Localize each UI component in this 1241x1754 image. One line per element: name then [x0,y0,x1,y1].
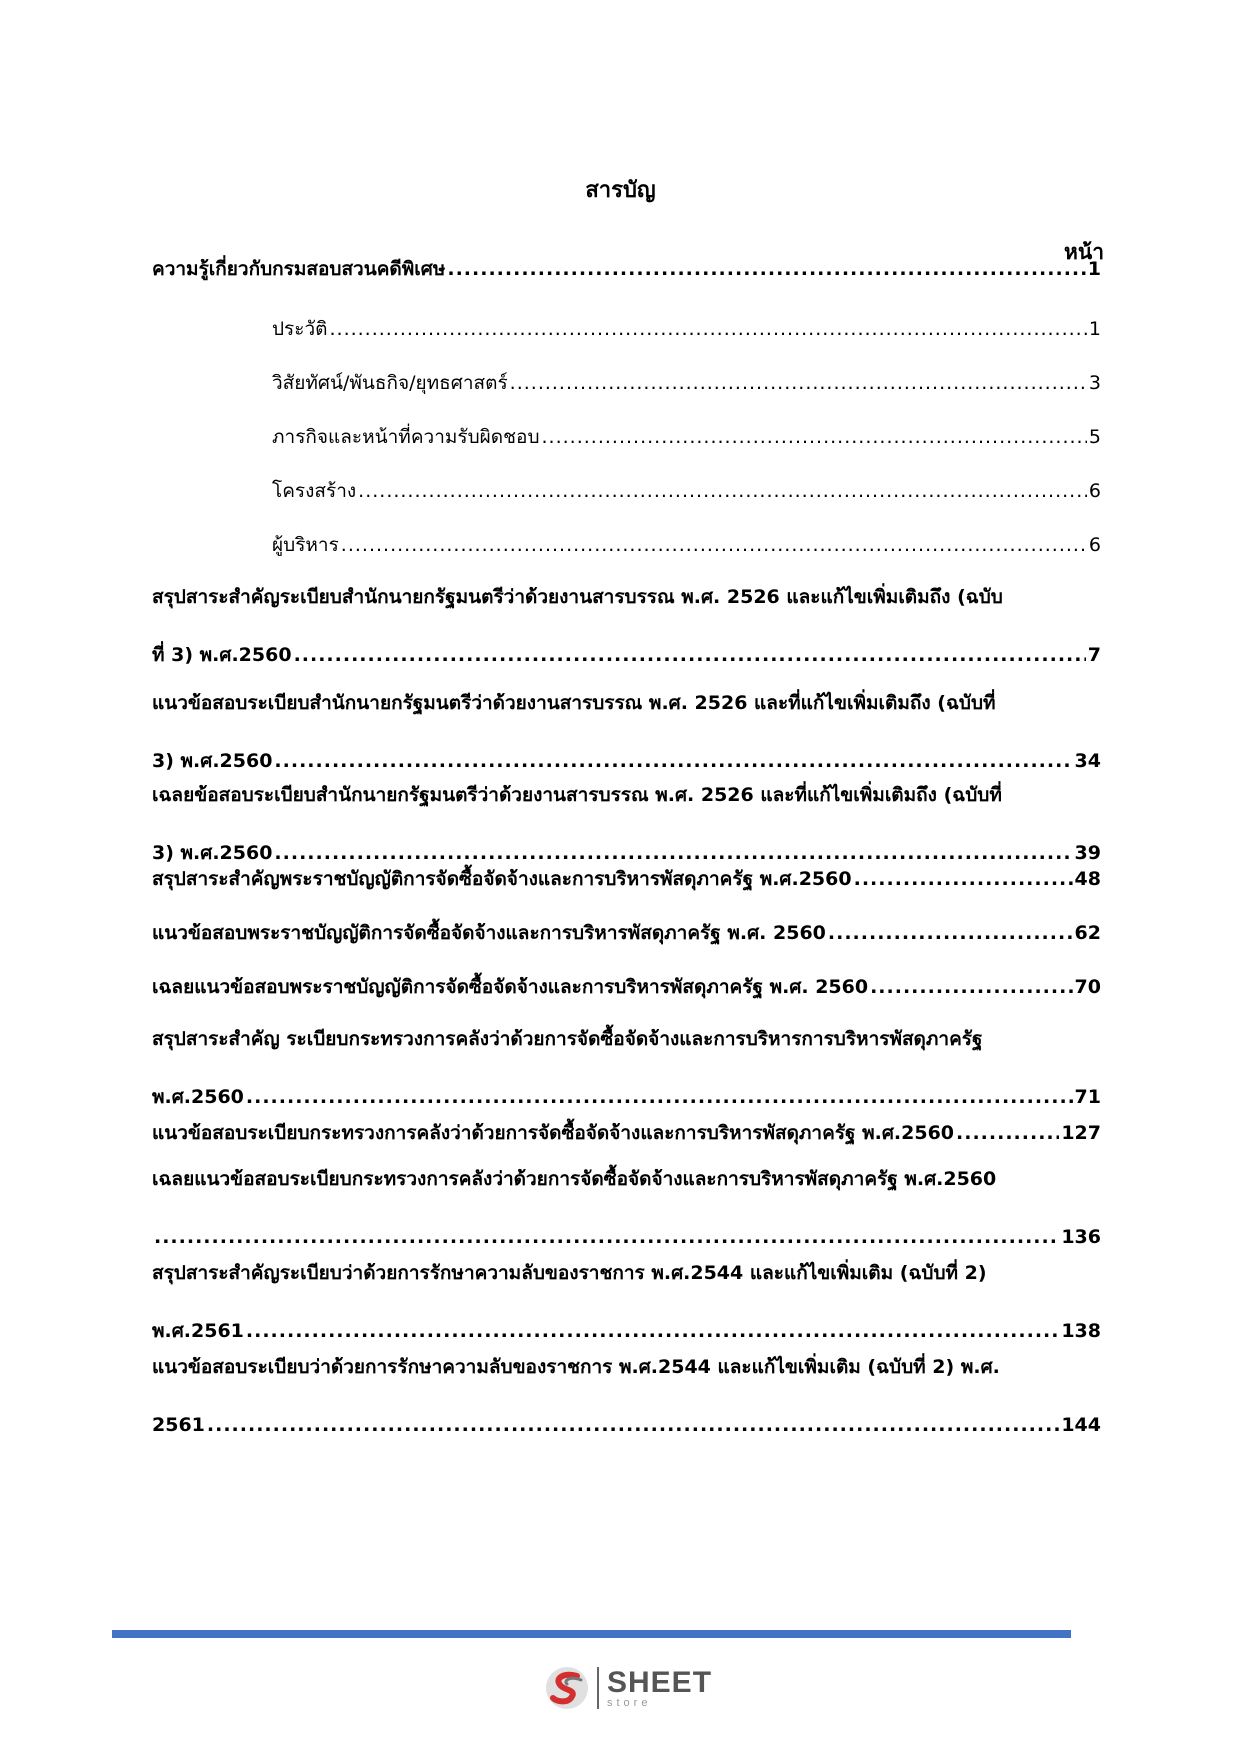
toc-entry-line: แนวข้อสอบระเบียบว่าด้วยการรักษาความลับของราชการ พ.ศ.2544 และแก้ไขเพิ่มเติม (ฉบับที่ 2) พ.ศ. [152,1356,1000,1378]
toc-entry-title: แนวข้อสอบระเบียบกระทรวงการคลังว่าด้วยการจัดซื้อจัดจ้างและการบริหารพัสดุภาครัฐ พ.ศ.2560 [152,1122,955,1144]
page-column-label: หน้า [1064,240,1104,264]
toc-entry[interactable] [152,568,1101,684]
toc-page-number: 1 [1088,318,1101,340]
toc-page-number: 39 [1074,842,1101,864]
toc-leader-dots [542,408,1087,466]
toc-entry-title: ภารกิจและหน้าที่ความรับผิดชอบ [272,426,540,448]
toc-entry[interactable] [152,904,1101,962]
toc-entry-line: สรุปสาระสำคัญระเบียบสำนักนายกรัฐมนตรีว่าด้วยงานสารบรรณ พ.ศ. 2526 และแก้ไขเพิ่มเติมถึง (ฉบับ [152,586,1003,608]
toc-subentry[interactable] [272,516,1101,574]
footer-rule [112,1630,1071,1638]
toc-page-number: 70 [1074,976,1101,998]
toc-page-number: 127 [1061,1122,1101,1144]
toc-leader-dots [329,300,1086,358]
toc-entry-title: 3) พ.ศ.2560 [152,842,273,864]
toc-entry[interactable] [152,850,1101,908]
toc-entry-title: 3) พ.ศ.2560 [152,750,273,772]
toc-page-number: 6 [1088,534,1101,556]
toc-subentry[interactable] [272,354,1101,412]
logo-separator [597,1667,599,1709]
toc-page-number: 71 [1074,1086,1101,1108]
toc-leader-dots [447,240,1085,298]
toc-page-number: 7 [1087,644,1101,666]
toc-subentry[interactable] [272,300,1101,358]
toc-entry-title: 2561 [152,1414,205,1436]
toc-leader-dots [828,904,1073,962]
toc-page-number: 1 [1087,258,1101,280]
toc-page-number: 6 [1088,480,1101,502]
toc-entry-line: แนวข้อสอบระเบียบสำนักนายกรัฐมนตรีว่าด้วยงานสารบรรณ พ.ศ. 2526 และที่แก้ไขเพิ่มเติมถึง (ฉบับที่ [152,692,996,714]
toc-subentry[interactable] [272,462,1101,520]
toc-page-number: 136 [1061,1226,1101,1248]
logo-sub: store [607,1696,652,1709]
toc-entry-title: ประวัติ [272,318,328,340]
toc-entry[interactable] [152,958,1101,1016]
toc-entry-title: เฉลยแนวข้อสอบพระราชบัญญัติการจัดซื้อจัดจ้างและการบริหารพัสดุภาครัฐ พ.ศ. 2560 [152,976,869,998]
logo-word: SHEET [607,1665,713,1699]
toc-leader-dots [870,958,1072,1016]
page-title: สารบัญ [585,178,656,203]
toc-entry-title: ความรู้เกี่ยวกับกรมสอบสวนคดีพิเศษ [152,258,446,280]
toc-page-number: 5 [1088,426,1101,448]
toc-entry-line: สรุปสาระสำคัญระเบียบว่าด้วยการรักษาความลับของราชการ พ.ศ.2544 และแก้ไขเพิ่มเติม (ฉบับที่ 2) [152,1262,987,1284]
toc-leader-dots [854,850,1073,908]
toc-leader-dots [207,1396,1059,1454]
toc-leader-dots [341,516,1087,574]
toc-entry-title: สรุปสาระสำคัญพระราชบัญญัติการจัดซื้อจัดจ้างและการบริหารพัสดุภาครัฐ พ.ศ.2560 [152,868,852,890]
toc-entry-line: เฉลยแนวข้อสอบระเบียบกระทรวงการคลังว่าด้วยการจัดซื้อจัดจ้างและการบริหารพัสดุภาครัฐ พ.ศ.2560 [152,1168,997,1190]
toc-leader-dots [510,354,1087,412]
toc-page-number: 138 [1061,1320,1101,1342]
toc-entry-title: พ.ศ.2561 [152,1320,244,1342]
toc-leader-dots [358,462,1087,520]
toc-entry-title: โครงสร้าง [272,480,357,502]
toc-page-number: 3 [1088,372,1101,394]
toc-page-number: 34 [1074,750,1101,772]
toc-page-number: 144 [1061,1414,1101,1436]
toc-entry-title: ผู้บริหาร [272,534,339,556]
sheet-store-logo [543,1660,713,1716]
toc-entry[interactable] [152,1338,1101,1454]
toc-entry-line: เฉลยข้อสอบระเบียบสำนักนายกรัฐมนตรีว่าด้วยงานสารบรรณ พ.ศ. 2526 และที่แก้ไขเพิ่มเติมถึง (ฉบับที่ [152,784,1002,806]
toc-entry[interactable] [152,240,1101,298]
toc-page-number: 48 [1074,868,1101,890]
sheet-store-logo-icon [543,1664,591,1712]
toc-entry-title: แนวข้อสอบพระราชบัญญัติการจัดซื้อจัดจ้างและการบริหารพัสดุภาครัฐ พ.ศ. 2560 [152,922,826,944]
toc-entry-line: สรุปสาระสำคัญ ระเบียบกระทรวงการคลังว่าด้วยการจัดซื้อจัดจ้างและการบริหารการบริหารพัสดุภาครัฐ [152,1028,983,1050]
toc-entry-title: พ.ศ.2560 [152,1086,244,1108]
toc-subentry[interactable] [272,408,1101,466]
toc-page-number: 62 [1074,922,1101,944]
toc-entry-title: ที่ 3) พ.ศ.2560 [152,644,292,666]
toc-entry-title: วิสัยทัศน์/พันธกิจ/ยุทธศาสตร์ [272,372,508,394]
